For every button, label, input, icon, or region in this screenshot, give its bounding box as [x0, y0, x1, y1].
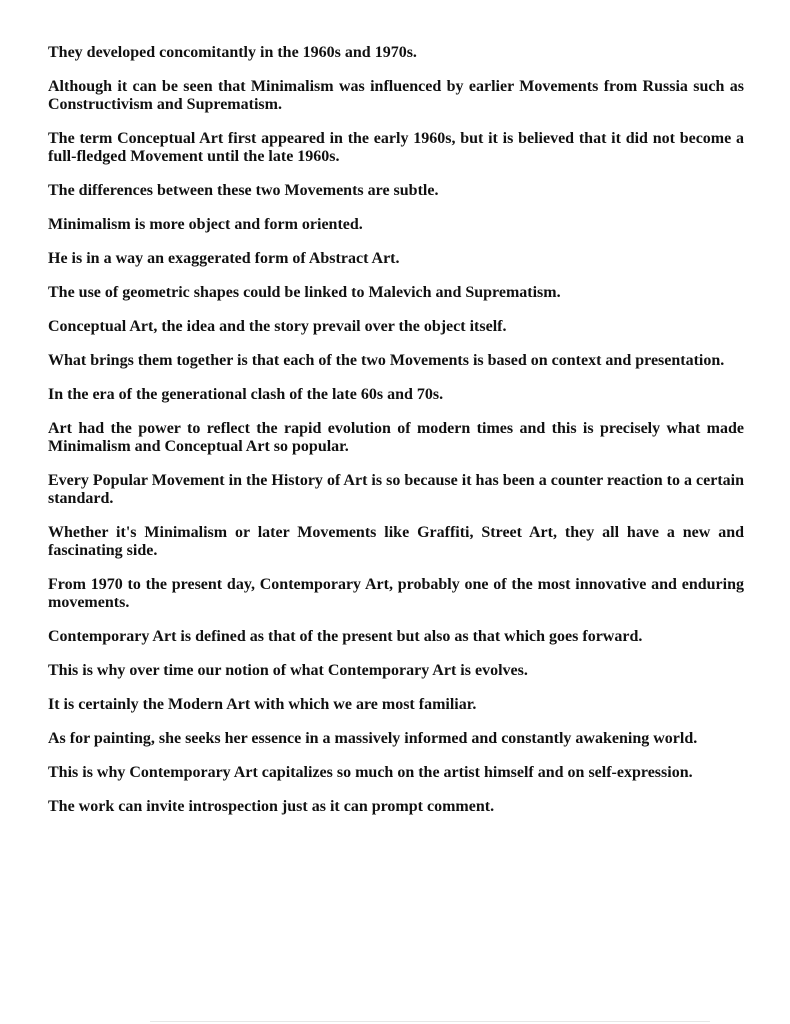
paragraph: It is certainly the Modern Art with which we are most familiar.	[48, 696, 477, 713]
document-body	[48, 44, 744, 832]
scan-edge-line	[150, 1021, 710, 1022]
paragraph: The term Conceptual Art first appeared in the early 1960s, but it is believed that it did not become a full-fledged Movement until the late 1960s.	[48, 130, 744, 165]
paragraph: In the era of the generational clash of the late 60s and 70s.	[48, 386, 444, 403]
paragraph: The work can invite introspection just as it can prompt comment.	[48, 798, 495, 815]
paragraph: As for painting, she seeks her essence in a massively informed and constantly awakening world.	[48, 730, 698, 747]
paragraph: Minimalism is more object and form oriented.	[48, 216, 363, 233]
paragraph: Contemporary Art is defined as that of the present but also as that which goes forward.	[48, 628, 643, 645]
paragraph: Conceptual Art, the idea and the story prevail over the object itself.	[48, 318, 507, 335]
paragraph: This is why over time our notion of what Contemporary Art is evolves.	[48, 662, 528, 679]
paragraph: The differences between these two Movements are subtle.	[48, 182, 439, 199]
paragraph: Although it can be seen that Minimalism was influenced by earlier Movements from Russia such as Constructivism and Suprematism.	[48, 78, 744, 113]
paragraph: From 1970 to the present day, Contemporary Art, probably one of the most innovative and enduring movements.	[48, 576, 744, 611]
paragraph: The use of geometric shapes could be linked to Malevich and Suprematism.	[48, 284, 561, 301]
paragraph: He is in a way an exaggerated form of Abstract Art.	[48, 250, 400, 267]
paragraph: What brings them together is that each of the two Movements is based on context and presentation.	[48, 352, 725, 369]
paragraph: They developed concomitantly in the 1960s and 1970s.	[48, 44, 417, 61]
paragraph: This is why Contemporary Art capitalizes so much on the artist himself and on self-expression.	[48, 764, 693, 781]
paragraph: Art had the power to reflect the rapid evolution of modern times and this is precisely what made Minimalism and Conceptual Art so popular.	[48, 420, 744, 455]
paragraph: Whether it's Minimalism or later Movements like Graffiti, Street Art, they all have a new and fascinating side.	[48, 524, 744, 559]
paragraph: Every Popular Movement in the History of Art is so because it has been a counter reaction to a certain standard.	[48, 472, 744, 507]
